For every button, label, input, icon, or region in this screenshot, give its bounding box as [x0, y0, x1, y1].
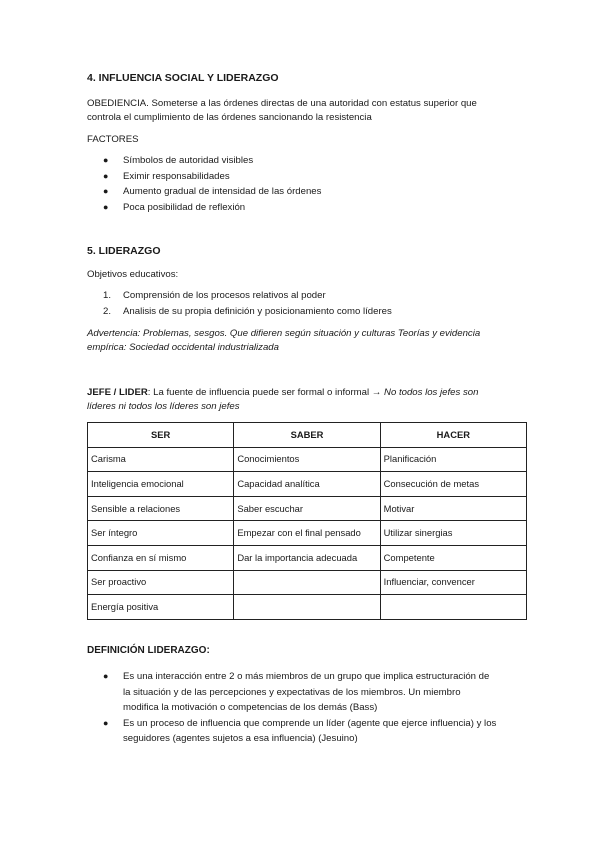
obediencia-paragraph — [87, 97, 527, 125]
jefe-lider-term: JEFE / LIDER — [87, 387, 148, 398]
table-cell: Competente — [380, 545, 526, 570]
table-cell: Carisma — [88, 447, 234, 472]
section-5-heading: 5. LIDERAZGO — [87, 245, 161, 257]
table-cell — [234, 570, 380, 595]
advertencia-paragraph — [87, 327, 527, 355]
jefe-lider-italic-1: No todos los jefes son — [384, 387, 479, 398]
table-cell: Saber escuchar — [234, 496, 380, 521]
table-cell: Planificación — [380, 447, 526, 472]
list-item: ● Símbolos de autoridad visibles — [87, 153, 527, 169]
table-cell: Consecución de metas — [380, 472, 526, 497]
ser-saber-hacer-table — [87, 422, 527, 620]
table-cell: Conocimientos — [234, 447, 380, 472]
table-row — [88, 496, 527, 521]
bullet-icon: ● — [103, 671, 109, 681]
advertencia-line-2: empírica: Sociedad occidental industrializada — [87, 342, 279, 353]
bullet-icon: ● — [103, 155, 109, 165]
definicion-heading: DEFINICIÓN LIDERAZGO: — [87, 645, 210, 656]
bullet-icon: ● — [103, 170, 109, 181]
table-row — [88, 472, 527, 497]
table-cell: Influenciar, convencer — [380, 570, 526, 595]
objetivos-label: Objetivos educativos: — [87, 269, 179, 280]
section-4-heading: 4. INFLUENCIA SOCIAL Y LIDERAZGO — [87, 72, 279, 84]
jefe-lider-paragraph — [87, 386, 527, 414]
table-cell: Motivar — [380, 496, 526, 521]
list-item: ● Poca posibilidad de reflexión — [87, 200, 527, 216]
table-cell: Ser proactivo — [88, 570, 234, 595]
factores-label: FACTORES — [87, 134, 139, 145]
list-item: 1. Comprensión de los procesos relativos al poder — [103, 290, 326, 301]
table-cell: Empezar con el final pensado — [234, 521, 380, 546]
advertencia-line-1: Advertencia: Problemas, sesgos. Que difieren según situación y culturas Teorías y evidencia — [87, 328, 481, 339]
table-cell — [380, 595, 526, 620]
column-header-saber: SABER — [234, 423, 380, 448]
list-item: 2. Analisis de su propia definición y posicionamiento como líderes — [103, 305, 392, 317]
table-cell: Capacidad analítica — [234, 472, 380, 497]
list-item: ● Es una interacción entre 2 o más miembros de un grupo que implica estructuración de la situación y de las percepciones y expectativas de los miembros. Un miembro modifica la motivación o competencias de los demás (Bass) — [103, 671, 490, 713]
jefe-lider-italic-2: líderes ni todos los líderes son jefes — [87, 401, 240, 412]
list-item: ● Aumento gradual de intensidad de las órdenes — [87, 184, 527, 200]
table-cell: Confianza en sí mismo — [88, 545, 234, 570]
table-cell: Sensible a relaciones — [88, 496, 234, 521]
definicion-list — [87, 669, 527, 747]
bullet-icon: ● — [103, 201, 109, 212]
table-cell — [234, 595, 380, 620]
table-cell: Ser íntegro — [88, 521, 234, 546]
factores-list — [87, 153, 527, 215]
column-header-hacer: HACER — [380, 423, 526, 448]
bullet-icon: ● — [103, 717, 109, 728]
list-item: ● Es un proceso de influencia que comprende un líder (agente que ejerce influencia) y los seguidores (agentes sujetos a esa influencia) (Jesuino) — [103, 717, 497, 744]
table-cell: Dar la importancia adecuada — [234, 545, 380, 570]
table-cell: Utilizar sinergias — [380, 521, 526, 546]
jefe-lider-text: : La fuente de influencia puede ser formal o informal → — [147, 387, 385, 398]
table-cell: Inteligencia emocional — [88, 472, 234, 497]
list-item: ● Eximir responsabilidades — [87, 169, 527, 185]
table-row — [88, 570, 527, 595]
table-row — [88, 595, 527, 620]
obediencia-line-1: OBEDIENCIA. Someterse a las órdenes directas de una autoridad con estatus superior que — [87, 98, 477, 109]
bullet-icon: ● — [103, 186, 109, 196]
table-row — [88, 545, 527, 570]
table-header-row — [88, 423, 527, 448]
objetivos-list — [87, 288, 527, 319]
obediencia-line-2: controla el cumplimiento de las órdenes sancionando la resistencia — [87, 112, 372, 123]
table-cell: Energía positiva — [88, 595, 234, 620]
table-row — [88, 447, 527, 472]
table-row — [88, 521, 527, 546]
column-header-ser: SER — [88, 423, 234, 448]
